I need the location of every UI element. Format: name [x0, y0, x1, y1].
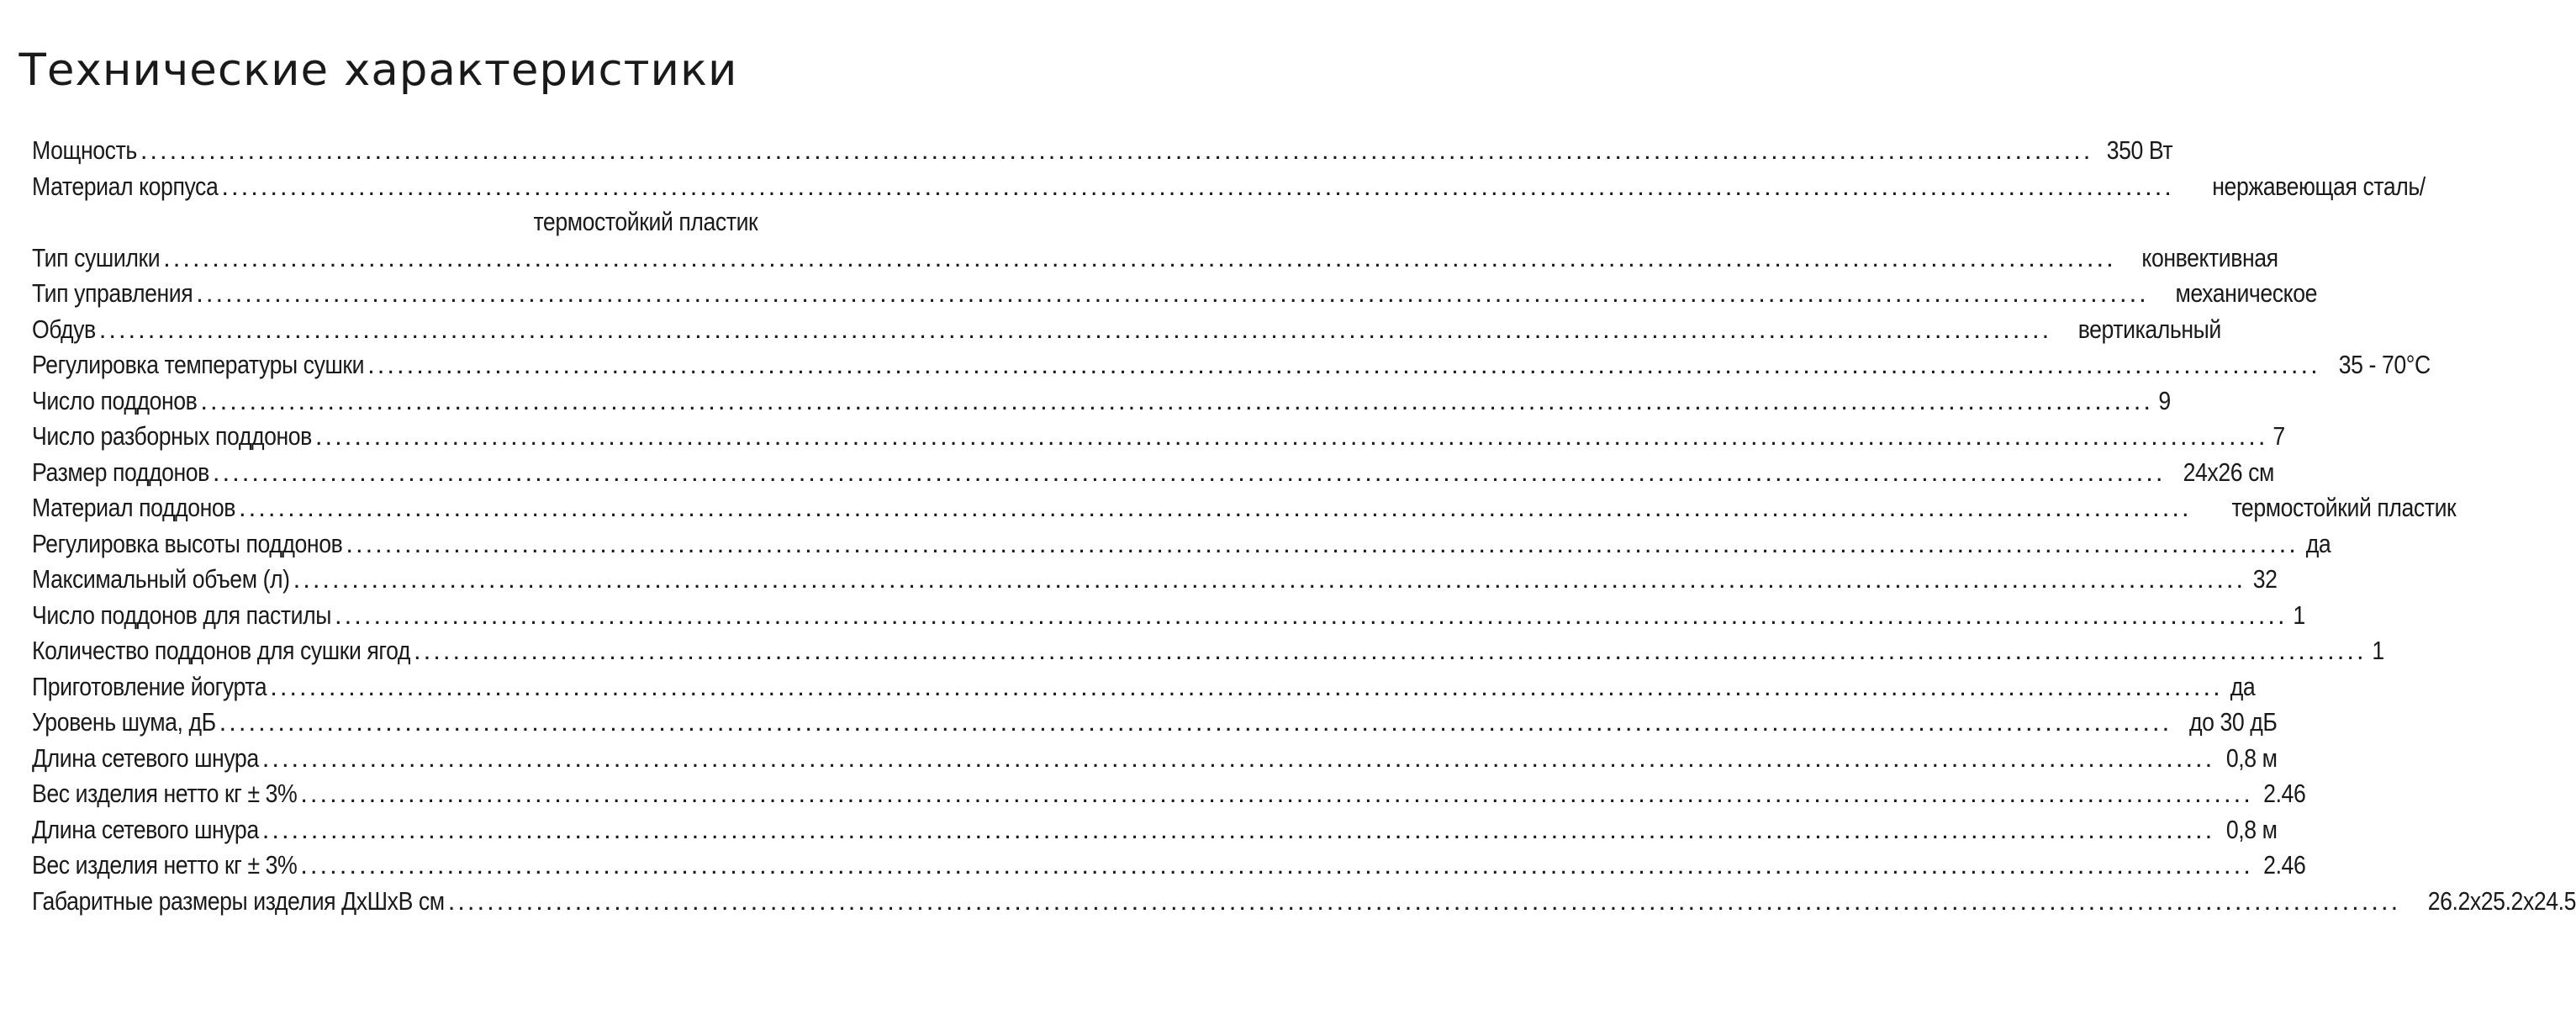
spec-row: [32, 848, 2306, 884]
spec-value: да: [2305, 528, 2331, 558]
leader-dots: ........................................................................................................................................................................................................: [239, 493, 2192, 522]
spec-row: [32, 705, 2278, 741]
spec-label: Вес изделия нетто кг ± 3%: [32, 779, 298, 808]
spec-label: Максимальный объем (л): [32, 564, 290, 594]
spec-value: да: [2230, 671, 2256, 701]
spec-label: Число разборных поддонов: [32, 421, 312, 451]
spec-row: [32, 633, 2384, 669]
spec-value: 9: [2158, 385, 2171, 415]
spec-label: Приготовление йогурта: [32, 671, 267, 701]
leader-dots: ........................................................................................................................................................................................................: [367, 350, 2320, 379]
page-title: Технические характеристики: [18, 45, 738, 96]
spec-value: 35 - 70°С: [2338, 350, 2431, 379]
spec-row-continuation: [32, 204, 758, 240]
spec-value: 1: [2371, 636, 2384, 665]
spec-row: [32, 383, 2171, 420]
spec-row: [32, 133, 2173, 169]
spec-row: [32, 240, 2278, 277]
spec-label: Регулировка высоты поддонов: [32, 528, 343, 558]
leader-dots: ........................................................................................................................................................................................................: [270, 671, 2223, 701]
spec-label: Габаритные размеры изделия ДхШхВ см: [32, 885, 445, 916]
leader-dots: ........................................................................................................................................................................................................: [314, 421, 2268, 451]
spec-value: 7: [2272, 421, 2286, 451]
spec-value: 24х26 см: [2183, 457, 2275, 487]
spec-label: Длина сетевого шнура: [32, 742, 259, 773]
leader-dots: ........................................................................................................................................................................................................: [261, 742, 2215, 773]
spec-label: Количество поддонов для сушки ягод: [32, 636, 411, 665]
leader-dots: ........................................................................................................................................................................................................: [200, 385, 2153, 415]
spec-value: 0,8 м: [2226, 814, 2278, 844]
spec-row: [32, 669, 2256, 705]
leader-dots: ........................................................................................................................................................................................................: [221, 171, 2174, 201]
spec-row: [32, 776, 2306, 812]
spec-row: [32, 812, 2278, 848]
spec-label: Регулировка температуры сушки: [32, 350, 365, 379]
spec-label: Вес изделия нетто кг ± 3%: [32, 850, 298, 880]
spec-label: Размер поддонов: [32, 457, 209, 487]
spec-value: конвективная: [2141, 242, 2278, 272]
spec-label: Число поддонов: [32, 385, 198, 415]
spec-value: 350 Вт: [2107, 135, 2173, 165]
spec-value: до 30 дБ: [2189, 707, 2278, 737]
spec-row: [32, 562, 2278, 598]
spec-row: [32, 276, 2317, 312]
leader-dots: ........................................................................................................................................................................................................: [293, 564, 2246, 594]
leader-dots: ........................................................................................................................................................................................................: [196, 278, 2149, 308]
spec-value: термостойкий пластик: [2231, 493, 2456, 522]
leader-dots: ........................................................................................................................................................................................................: [219, 707, 2172, 737]
spec-value: 2.46: [2263, 779, 2306, 808]
spec-row: [32, 598, 2305, 634]
spec-value: 2.46: [2263, 850, 2306, 880]
leader-dots: ........................................................................................................................................................................................................: [98, 314, 2052, 344]
spec-row: [32, 169, 2426, 205]
spec-value: механическое: [2175, 278, 2317, 308]
leader-dots: ........................................................................................................................................................................................................: [140, 135, 2093, 165]
spec-label: Материал поддонов: [32, 493, 236, 522]
leader-dots: ........................................................................................................................................................................................................: [300, 779, 2253, 808]
spec-row: [32, 526, 2331, 563]
spec-value: 1: [2292, 600, 2305, 630]
spec-label: Длина сетевого шнура: [32, 814, 259, 844]
leader-dots: ........................................................................................................................................................................................................: [300, 850, 2253, 880]
spec-value: нержавеющая сталь/: [2212, 171, 2426, 201]
spec-label: Число поддонов для пастилы: [32, 600, 332, 630]
leader-dots: ........................................................................................................................................................................................................: [346, 528, 2299, 558]
leader-dots: ........................................................................................................................................................................................................: [212, 457, 2166, 487]
spec-row: [32, 490, 2456, 526]
spec-value: 0,8 м: [2226, 742, 2278, 773]
spec-label: Уровень шума, дБ: [32, 707, 216, 737]
spec-list: [32, 133, 2576, 919]
spec-row: [32, 741, 2278, 777]
leader-dots: ........................................................................................................................................................................................................: [447, 885, 2401, 916]
spec-row: [32, 455, 2275, 491]
leader-dots: ........................................................................................................................................................................................................: [163, 242, 2116, 272]
spec-row: [32, 347, 2431, 383]
spec-row: [32, 419, 2286, 455]
spec-label: Материал корпуса: [32, 171, 219, 201]
spec-label: Тип управления: [32, 278, 193, 308]
spec-label: Обдув: [32, 314, 96, 344]
leader-dots: ........................................................................................................................................................................................................: [414, 636, 2367, 665]
spec-value: вертикальный: [2077, 314, 2222, 344]
spec-value: 26.2х25.2х24.5: [2427, 885, 2576, 916]
leader-dots: ........................................................................................................................................................................................................: [335, 600, 2288, 630]
spec-label: Мощность: [32, 135, 137, 165]
spec-value: 32: [2252, 564, 2278, 594]
spec-label: Тип сушилки: [32, 242, 161, 272]
spec-row: [32, 884, 2576, 920]
leader-dots: ........................................................................................................................................................................................................: [261, 814, 2215, 844]
spec-row: [32, 312, 2222, 348]
spec-value: термостойкий пластик: [533, 207, 758, 236]
